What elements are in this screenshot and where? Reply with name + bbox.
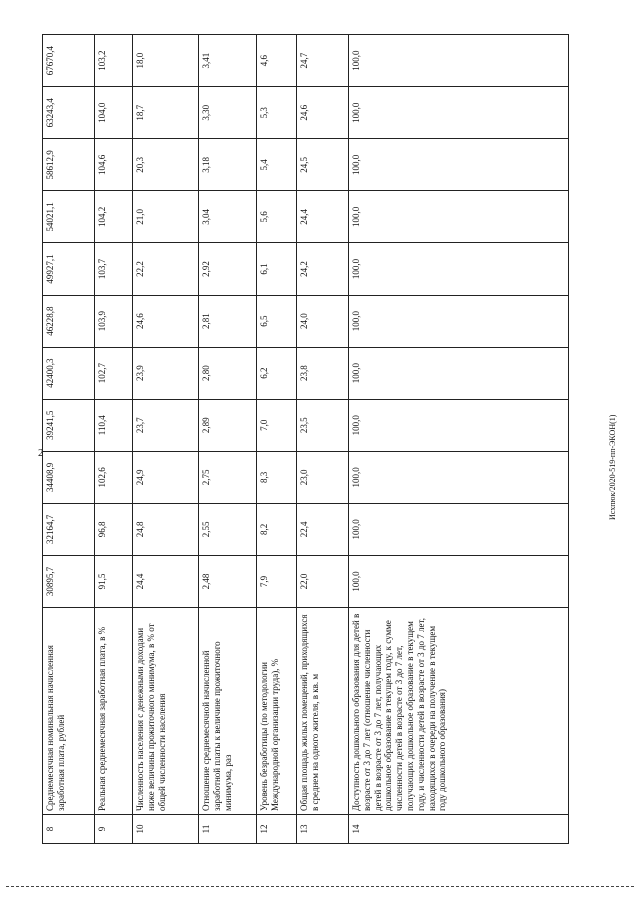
indicator-value: 2,92: [199, 243, 257, 295]
indicator-value: 102,7: [95, 347, 133, 399]
indicator-value: 100,0: [349, 295, 569, 347]
indicator-value: 91,5: [95, 555, 133, 607]
indicator-value: 2,75: [199, 451, 257, 503]
indicator-value: 100,0: [349, 87, 569, 139]
indicator-label: Отношение среднемесячной начисленной заработной платы к величине прожиточного минимума, раз: [199, 608, 257, 815]
row-number: 12: [257, 815, 297, 844]
indicator-value: 2,81: [199, 295, 257, 347]
indicator-value: 8,2: [257, 503, 297, 555]
indicator-label: Реальная среднемесячная заработная плата, в %: [95, 608, 133, 815]
table-row: [257, 35, 297, 844]
indicator-label: Общая площадь жилых помещений, приходящихся в среднем на одного жителя, в кв. м: [297, 608, 349, 815]
indicator-value: 2,89: [199, 399, 257, 451]
indicator-value: 100,0: [349, 555, 569, 607]
indicator-value: 3,04: [199, 191, 257, 243]
indicator-value: 3,30: [199, 87, 257, 139]
document-reference: Исхпюк/2020-519-пп-ЭКОН(1): [608, 414, 617, 520]
indicator-value: 5,4: [257, 139, 297, 191]
indicator-value: 110,4: [95, 399, 133, 451]
indicator-value: 6,5: [257, 295, 297, 347]
indicator-value: 23,9: [133, 347, 199, 399]
indicator-value: 6,2: [257, 347, 297, 399]
indicator-value: 100,0: [349, 35, 569, 87]
indicator-value: 7,9: [257, 555, 297, 607]
indicator-value: 100,0: [349, 243, 569, 295]
indicator-value: 32164,7: [43, 503, 95, 555]
row-number: 13: [297, 815, 349, 844]
indicator-value: 100,0: [349, 139, 569, 191]
indicator-value: 30895,7: [43, 555, 95, 607]
indicator-value: 23,5: [297, 399, 349, 451]
indicator-label: Среднемесячная номинальная начисленная заработная плата, рублей: [43, 608, 95, 815]
indicator-value: 100,0: [349, 399, 569, 451]
indicators-table: [42, 34, 569, 844]
indicator-value: 104,0: [95, 87, 133, 139]
row-number: 11: [199, 815, 257, 844]
indicator-label: Уровень безработицы (по методологии Международной организации труда), %: [257, 608, 297, 815]
indicator-value: 103,7: [95, 243, 133, 295]
indicator-label: Доступность дошкольного образования для детей в возрасте от 3 до 7 лет (отношение численности детей в возрасте от 3 до 7 лет, получающих дошкольное образование в текущем году, к сумме численности детей в возрасте от 3 до 7 лет, получающих дошкольное образование в текущем году, и численности детей в возрасте от 3 до 7 лет, находящихся в очереди на получение в текущем году дошкольного образования): [349, 608, 569, 815]
indicator-value: 5,6: [257, 191, 297, 243]
indicator-value: 23,7: [133, 399, 199, 451]
indicator-value: 2,48: [199, 555, 257, 607]
indicator-label: Численность населения с денежными доходами ниже величины прожиточного минимума, в % от общей численности населения: [133, 608, 199, 815]
indicator-value: 49927,1: [43, 243, 95, 295]
indicator-value: 96,8: [95, 503, 133, 555]
indicator-value: 3,18: [199, 139, 257, 191]
indicator-value: 20,3: [133, 139, 199, 191]
indicator-value: 104,6: [95, 139, 133, 191]
indicator-value: 54021,1: [43, 191, 95, 243]
indicator-value: 102,6: [95, 451, 133, 503]
indicator-value: 22,2: [133, 243, 199, 295]
table-row: [43, 35, 95, 844]
indicator-value: 104,2: [95, 191, 133, 243]
row-number: 9: [95, 815, 133, 844]
indicator-value: 5,3: [257, 87, 297, 139]
indicator-value: 4,6: [257, 35, 297, 87]
indicator-value: 46228,8: [43, 295, 95, 347]
indicator-value: 24,8: [133, 503, 199, 555]
row-number: 14: [349, 815, 569, 844]
indicator-value: 18,0: [133, 35, 199, 87]
indicator-value: 21,0: [133, 191, 199, 243]
row-number: 10: [133, 815, 199, 844]
page-number: 2: [38, 447, 44, 459]
indicator-value: 34408,9: [43, 451, 95, 503]
indicator-value: 103,9: [95, 295, 133, 347]
indicator-value: 24,6: [133, 295, 199, 347]
indicator-value: 8,3: [257, 451, 297, 503]
indicator-value: 6,1: [257, 243, 297, 295]
indicator-value: 100,0: [349, 347, 569, 399]
indicator-value: 22,4: [297, 503, 349, 555]
indicator-value: 24,4: [297, 191, 349, 243]
table-row: [349, 35, 569, 844]
bottom-divider: [6, 886, 634, 887]
row-number: 8: [43, 815, 95, 844]
indicator-value: 100,0: [349, 191, 569, 243]
table-row: [133, 35, 199, 844]
indicator-value: 7,0: [257, 399, 297, 451]
indicator-value: 2,55: [199, 503, 257, 555]
indicator-value: 23,0: [297, 451, 349, 503]
indicator-value: 24,7: [297, 35, 349, 87]
indicators-table-body: [43, 35, 569, 844]
table-row: [95, 35, 133, 844]
rotated-table-wrapper: [42, 34, 532, 844]
indicator-value: 100,0: [349, 503, 569, 555]
indicator-value: 24,5: [297, 139, 349, 191]
indicator-value: 18,7: [133, 87, 199, 139]
indicator-value: 24,4: [133, 555, 199, 607]
indicator-value: 100,0: [349, 451, 569, 503]
indicator-value: 58612,9: [43, 139, 95, 191]
indicator-value: 24,9: [133, 451, 199, 503]
table-row: [199, 35, 257, 844]
indicator-value: 24,2: [297, 243, 349, 295]
indicator-value: 24,6: [297, 87, 349, 139]
indicator-value: 22,0: [297, 555, 349, 607]
indicator-value: 23,8: [297, 347, 349, 399]
indicator-value: 42400,3: [43, 347, 95, 399]
indicator-value: 2,80: [199, 347, 257, 399]
indicator-value: 63243,4: [43, 87, 95, 139]
indicator-value: 39241,5: [43, 399, 95, 451]
indicator-value: 103,2: [95, 35, 133, 87]
indicator-value: 3,41: [199, 35, 257, 87]
indicator-value: 67670,4: [43, 35, 95, 87]
table-row: [297, 35, 349, 844]
indicator-value: 24,0: [297, 295, 349, 347]
